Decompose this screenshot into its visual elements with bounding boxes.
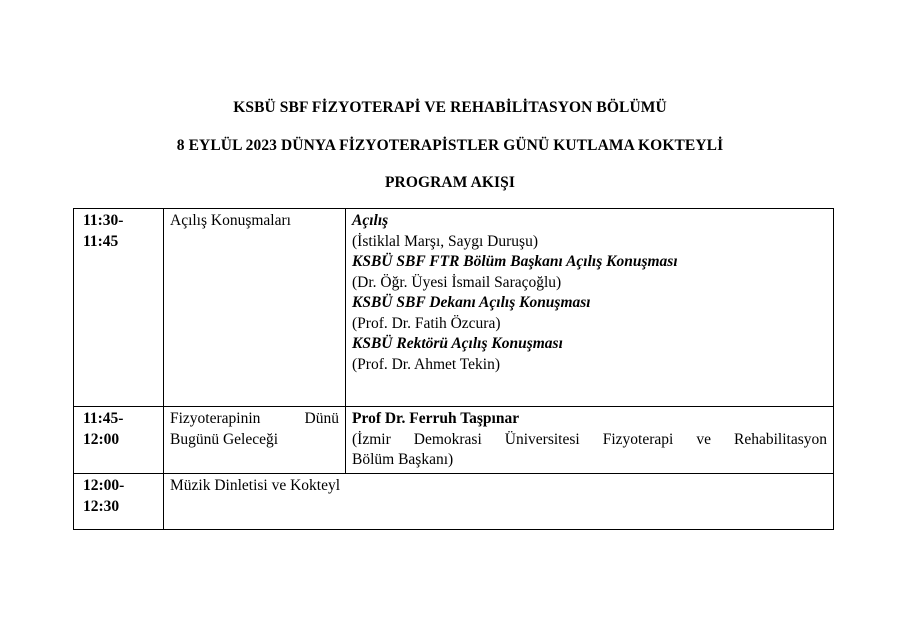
time-end: 12:00 xyxy=(83,430,120,448)
item-detail: (Dr. Öğr. Üyesi İsmail Saraçoğlu) xyxy=(352,273,562,291)
session-title: Müzik Dinletisi ve Kokteyl xyxy=(170,477,341,494)
time-start: 12:00- xyxy=(83,477,125,494)
time-start: 11:30- xyxy=(83,212,124,229)
time-end: 11:45 xyxy=(83,232,119,250)
time-end: 12:30 xyxy=(83,497,120,515)
document-title-line-3: PROGRAM AKIŞI xyxy=(384,174,516,191)
speaker-name: Prof Dr. Ferruh Taşpınar xyxy=(352,410,520,427)
item-title: Açılış xyxy=(352,212,389,229)
session-title-cell xyxy=(164,209,346,407)
session-title: Açılış Konuşmaları xyxy=(170,212,291,229)
session-detail-cell xyxy=(346,407,834,474)
document-title-line-1: KSBÜ SBF FİZYOTERAPİ VE REHABİLİTASYON BÖLÜMÜ xyxy=(233,99,667,116)
item-title: KSBÜ SBF FTR Bölüm Başkanı Açılış Konuşması xyxy=(352,253,678,270)
session-title-line-1: Fizyoterapinin Dünü xyxy=(170,410,339,427)
speaker-affiliation-line-1: (İzmir Demokrasi Üniversitesi Fizyoterapi ve Rehabilitasyon xyxy=(352,430,827,448)
time-cell xyxy=(74,209,164,407)
document-title-line-2: 8 EYLÜL 2023 DÜNYA FİZYOTERAPİSTLER GÜNÜ KUTLAMA KOKTEYLİ xyxy=(176,137,724,154)
item-title: KSBÜ Rektörü Açılış Konuşması xyxy=(352,335,563,352)
session-title-cell xyxy=(164,407,346,474)
time-start: 11:45- xyxy=(83,410,124,427)
speaker-affiliation-line-2: Bölüm Başkanı) xyxy=(352,451,454,468)
item-title: KSBÜ SBF Dekanı Açılış Konuşması xyxy=(352,294,591,311)
time-cell xyxy=(74,407,164,474)
table-row xyxy=(74,474,834,530)
item-detail: (Prof. Dr. Fatih Özcura) xyxy=(352,314,501,332)
table-row xyxy=(74,209,834,407)
time-cell xyxy=(74,474,164,530)
program-table xyxy=(73,208,834,530)
session-title-cell xyxy=(164,474,834,530)
item-detail: (İstiklal Marşı, Saygı Duruşu) xyxy=(352,232,538,250)
session-title-line-2: Bugünü Geleceği xyxy=(170,430,279,448)
table-row xyxy=(74,407,834,474)
item-detail: (Prof. Dr. Ahmet Tekin) xyxy=(352,355,501,373)
session-detail-cell xyxy=(346,209,834,407)
